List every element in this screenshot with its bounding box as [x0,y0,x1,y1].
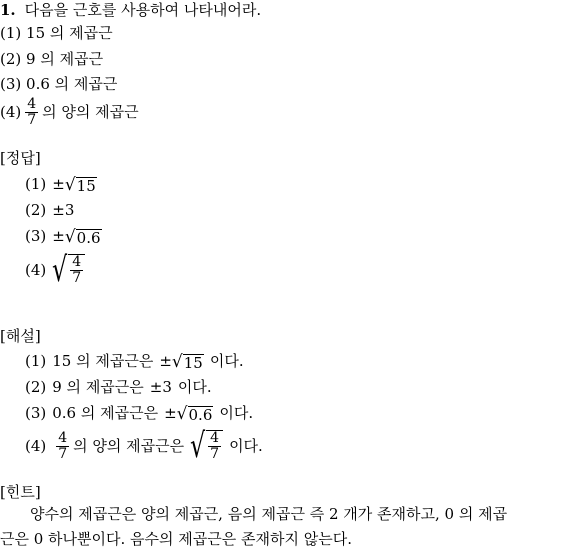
hint-line-1: 양수의 제곱근은 양의 제곱근, 음의 제곱근 즉 2 개가 존재하고, 0 의 제곱 [30,505,508,523]
problem-item-1 [0,23,113,43]
answer-value: ±3 [52,201,75,219]
fraction-denominator: 7 [210,446,220,462]
item-label: (3) [0,75,22,93]
item-label: (4) [25,437,47,455]
fraction-numerator: 4 [27,95,37,112]
answer-item-1 [25,174,97,194]
item-text: 9 의 제곱근 [26,50,104,68]
fraction [56,431,69,462]
fraction [70,255,83,286]
item-label: (4) [25,261,47,279]
radicand: 0.6 [76,228,101,247]
problem-item-2 [0,49,103,69]
item-label: (1) [0,24,22,42]
problem-statement-line [0,0,261,20]
square-root [172,353,204,372]
radical-sign-icon: √ [176,403,188,424]
item-text: 의 양의 제곱근 [42,103,139,121]
radical-sign-icon: √ [171,351,183,372]
plus-minus-sign: ± [52,175,65,193]
item-label: (1) [25,352,47,370]
square-root [177,405,214,424]
item-text: 9 의 제곱근은 [52,378,144,396]
square-root [65,228,102,247]
radical-sign-icon: √ [64,174,76,195]
fraction-denominator: 7 [72,270,82,286]
problem-statement: 다음을 근호를 사용하여 나타내어라. [24,1,262,19]
fraction-numerator: 4 [210,430,220,446]
fraction [25,97,38,128]
item-text: 15 의 제곱근은 [52,352,154,370]
item-label: (2) [0,50,22,68]
hint-line-2: 근은 0 하나뿐이다. 음수의 제곱근은 존재하지 않는다. [0,530,352,548]
radicand: 15 [76,176,96,195]
radical-sign-icon: √ [52,250,68,290]
explanation-item-2 [25,377,212,397]
fraction-numerator: 4 [58,429,68,446]
fraction-denominator: 7 [27,111,37,128]
answer-item-3 [25,226,102,246]
item-label: (3) [25,404,47,422]
item-label: (2) [25,378,47,396]
item-text: 의 양의 제곱근은 [73,437,185,455]
answer-heading: [정답] [0,149,41,167]
explanation-item-3 [25,403,253,423]
item-text-end: 이다. [177,378,212,396]
plus-minus-sign: ± [164,404,177,422]
item-text-end: 이다. [229,437,263,455]
answer-item-2 [25,200,74,220]
problem-item-3 [0,74,117,94]
explanation-item-1 [25,351,244,371]
square-root [190,427,223,465]
item-text: 0.6 의 제곱근 [26,75,118,93]
item-text-end: 이다. [219,404,254,422]
plus-minus-sign: ± [52,227,65,245]
plus-minus-sign: ± [159,352,172,370]
answer-value: ±3 [149,378,172,396]
item-text-end: 이다. [209,352,244,370]
problem-number: 1. [0,1,16,19]
explanation-heading: [해설] [0,327,41,345]
square-root [65,176,97,195]
radical-sign-icon: √ [64,226,76,247]
radicand: 0.6 [188,405,213,424]
explanation-item-4 [25,426,263,466]
item-label: (4) [0,103,22,121]
answer-item-4 [25,250,85,290]
hint-heading: [힌트] [0,483,41,501]
fraction-denominator: 7 [58,445,68,462]
fraction [208,431,221,462]
problem-item-4 [0,94,139,130]
item-label: (3) [25,227,47,245]
item-text: 0.6 의 제곱근은 [52,404,159,422]
item-label: (1) [25,175,47,193]
item-label: (2) [25,201,47,219]
item-text: 15 의 제곱근 [26,24,113,42]
fraction-numerator: 4 [72,254,82,270]
square-root [52,251,85,289]
radicand: 15 [183,353,203,372]
radical-sign-icon: √ [190,426,206,466]
